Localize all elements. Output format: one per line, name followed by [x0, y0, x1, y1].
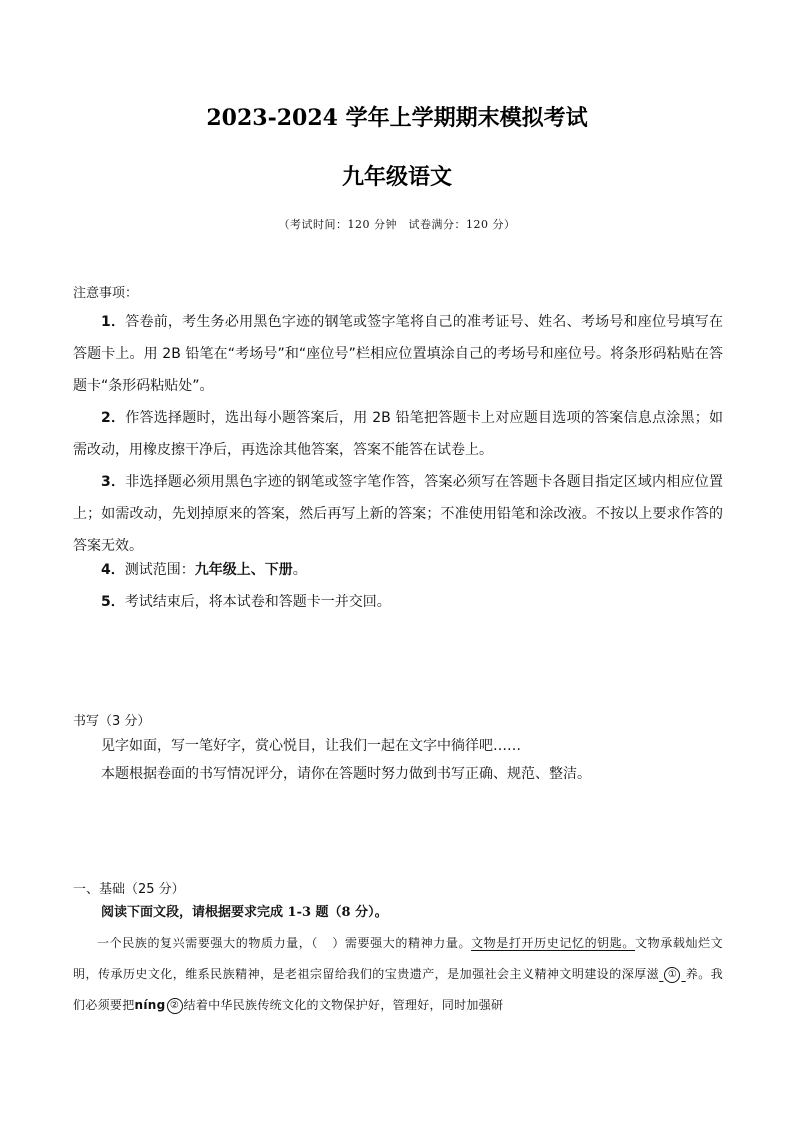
- note-number: 5．: [101, 594, 125, 610]
- note-item-2: [73, 402, 723, 466]
- exam-title: 2023-2024 学年上学期期末模拟考试: [206, 105, 588, 131]
- note-item-5: [73, 586, 723, 618]
- circle-number-1: ①: [664, 967, 680, 983]
- passage-text: 养。我们必须要把: [73, 967, 723, 1012]
- reading-passage: [73, 928, 723, 1021]
- note-number: 4．: [101, 562, 125, 578]
- passage-text: ）需要强大的精神力量。: [332, 936, 472, 950]
- section-heading: 一、基础（25 分）: [73, 882, 185, 897]
- blank-1: [659, 967, 686, 981]
- note-item-4: [73, 554, 723, 586]
- writing-line-2: 本题根据卷面的书写情况评分，请你在答题时努力做到书写正确、规范、整洁。: [101, 766, 591, 782]
- note-item-1: [73, 306, 723, 402]
- note-text: 。: [292, 562, 307, 578]
- note-text: 测试范围：: [124, 562, 195, 578]
- pinyin: níng: [134, 998, 166, 1012]
- note-number: 3．: [101, 474, 126, 490]
- exam-info: （考试时间：120 分钟 试卷满分：120 分）: [278, 218, 516, 231]
- note-item-3: [73, 466, 723, 562]
- note-text: 作答选择题时，选出每小题答案后，用 2B 铅笔把答题卡上对应题目选项的答案信息点涂黑；如需改动，用橡皮擦干净后，再选涂其他答案，答案不能答在试卷上。: [73, 410, 723, 458]
- passage-text: 结着中华民族传统文化的文物保护好，管理好，同时加强研: [183, 998, 504, 1012]
- passage-text: 一个民族的复兴需要强大的物质力量，（: [97, 936, 319, 950]
- notes-heading: 注意事项：: [73, 286, 139, 301]
- note-number: 2．: [101, 410, 126, 426]
- note-text: 答卷前，考生务必用黑色字迹的钢笔或签字笔将自己的准考证号、姓名、考场号和座位号填写在答题卡上。用 2B 铅笔在“考场号”和“座位号”栏相应位置填涂自己的考场号和座位号。将条形码粘贴在答题卡“条形码粘贴处”。: [73, 314, 723, 394]
- note-number: 1．: [101, 314, 126, 330]
- note-text: 非选择题必须用黑色字迹的钢笔或签字笔作答，答案必须写在答题卡各题目指定区域内相应位置上；如需改动，先划掉原来的答案，然后再写上新的答案；不准使用铅笔和涂改液。不按以上要求作答的答案无效。: [73, 474, 723, 554]
- writing-line-1: 见字如面，写一笔好字，赏心悦目，让我们一起在文字中徜徉吧……: [101, 738, 521, 754]
- test-scope: 九年级上、下册: [194, 562, 293, 578]
- note-text: 考试结束后，将本试卷和答题卡一并交回。: [124, 594, 391, 610]
- circle-number-2: ②: [167, 998, 183, 1014]
- subject-title: 九年级语文: [341, 164, 452, 190]
- writing-heading: 书写（3 分）: [73, 714, 151, 729]
- reading-instruction: 阅读下面文段，请根据要求完成 1-3 题（8 分）。: [101, 905, 388, 920]
- blank-2: [166, 998, 184, 1012]
- underlined-sentence: 文物是打开历史记忆的钥匙。: [471, 936, 636, 950]
- passage-text: 文物承载灿烂文明，传承历史文化，维系民族精神，是老祖宗留给我们的宝贵遗产，是加强社会主义精神文明建设的深厚滋: [73, 936, 723, 981]
